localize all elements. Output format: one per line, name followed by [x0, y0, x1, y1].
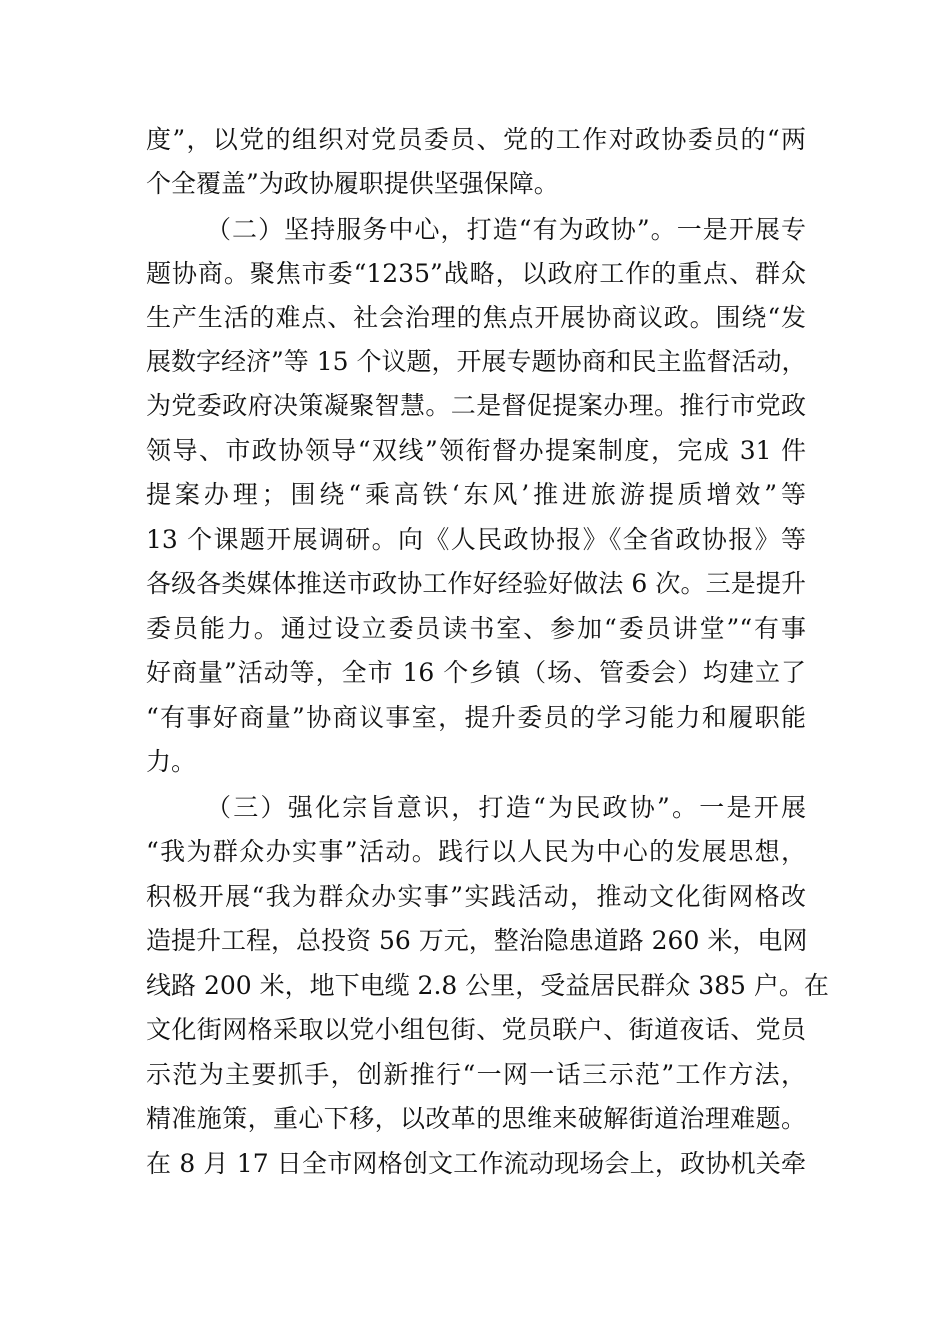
text-line: 造提升工程，总投资 56 万元，整治隐患道路 260 米，电网	[146, 926, 808, 955]
text-line: 生产生活的难点、社会治理的焦点开展协商议政。围绕“发	[146, 303, 806, 332]
section-heading-line: （三）强化宗旨意识，打造“为民政协”。一是开展	[206, 793, 806, 822]
text-line: 委员能力。通过设立委员读书室、参加“委员讲堂”“有事	[146, 614, 806, 643]
text-line: 为党委政府决策凝聚智慧。二是督促提案办理。推行市党政	[146, 391, 806, 420]
text-line: 提案办理；围绕“乘高铁‘东风’推进旅游提质增效”等	[146, 480, 806, 509]
text-line: 线路 200 米，地下电缆 2.8 公里，受益居民群众 385 户。在	[146, 971, 829, 1000]
text-line: 题协商。聚焦市委“1235”战略，以政府工作的重点、群众	[146, 259, 806, 288]
text-line: “有事好商量”协商议事室，提升委员的学习能力和履职能	[146, 703, 806, 732]
text-line: 好商量”活动等，全市 16 个乡镇（场、管委会）均建立了	[146, 658, 806, 687]
text-line: “我为群众办实事”活动。践行以人民为中心的发展思想，	[146, 837, 806, 866]
text-line: 示范为主要抓手，创新推行“一网一话三示范”工作方法，	[146, 1060, 806, 1089]
text-line: 领导、市政协领导“双线”领衔督办提案制度，完成 31 件	[146, 436, 806, 465]
text-line: 文化街网格采取以党小组包街、党员联户、街道夜话、党员	[146, 1015, 806, 1044]
text-line: 度”，以党的组织对党员委员、党的工作对政协委员的“两	[146, 125, 806, 154]
text-line: 积极开展“我为群众办实事”实践活动，推动文化街网格改	[146, 882, 806, 911]
text-line: 精准施策，重心下移，以改革的思维来破解街道治理难题。	[146, 1104, 806, 1133]
text-line: 展数字经济”等 15 个议题，开展专题协商和民主监督活动，	[146, 347, 807, 376]
text-line: 各级各类媒体推送市政协工作好经验好做法 6 次。三是提升	[146, 569, 806, 598]
text-line: 在 8 月 17 日全市网格创文工作流动现场会上，政协机关牵	[146, 1149, 806, 1178]
text-line: 13 个课题开展调研。向《人民政协报》《全省政协报》等	[146, 525, 806, 554]
text-line: 力。	[146, 747, 197, 776]
section-heading-line: （二）坚持服务中心，打造“有为政协”。一是开展专	[206, 215, 806, 244]
text-line: 个全覆盖”为政协履职提供坚强保障。	[146, 169, 559, 198]
